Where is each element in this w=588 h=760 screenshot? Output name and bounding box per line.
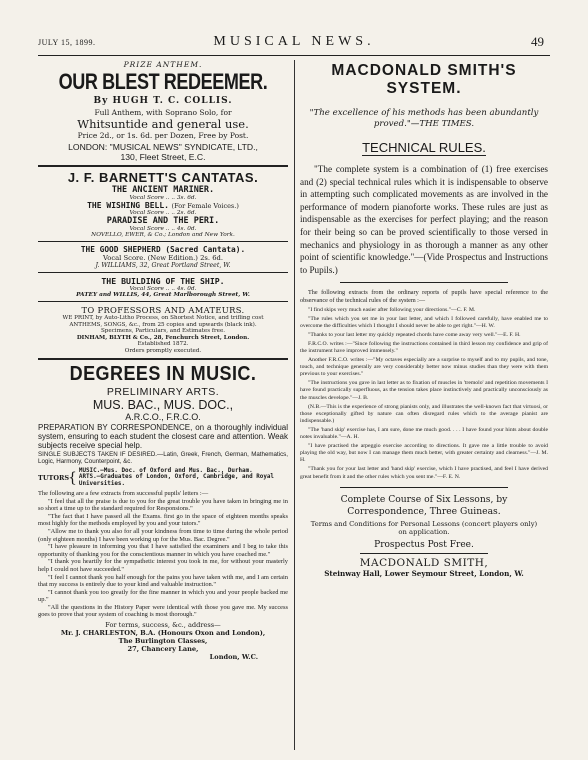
anthem-line1: Full Anthem, with Soprano Solo, for [94, 108, 232, 117]
rule [38, 272, 288, 273]
anthem-kicker: PRIZE ANTHEM. [123, 60, 203, 69]
extract-item: "The 'hand skip' exercise has, I am sure, done me much good. . . . I have found your hints about double notes invaluable."—A. H. [300, 426, 548, 441]
pupil-quote: "I feel that all the praise is due to you for the great trouble you have taken in bringing me in so short a time up to the standard required for Responsions." [38, 497, 288, 513]
rule [340, 282, 508, 283]
extract-item: "Thanks to your last letter my quickly repeated chords have come away very well."—E. F. H. [308, 331, 521, 338]
extract-item: Another F.R.C.O. writes :—"My octaves especially are a surprise to myself and to my pupils, and tone, touch, and technique generally are very considerably better now minus studies than they were with them previous to your exercises." [300, 357, 548, 378]
rule [38, 358, 288, 360]
barnett-ad [38, 170, 288, 238]
terms-line1: Terms and Conditions for Personal Lessons (concert players only) [310, 519, 538, 528]
issue-date: JULY 15, 1899. [38, 38, 96, 47]
extract-item: (N.B.—This is the experience of strong pianists only, and illustrates the well-known fact that virtuosi, or those exceptionally gifted by nature can often disregard rules which to the average pianist are indispensable.) [300, 403, 548, 424]
course-line1: Complete Course of Six Lessons, by [340, 493, 508, 505]
pupil-extracts [300, 307, 548, 481]
extracts-intro: The following extracts from the ordinary reports of pupils have special reference to the observance of the technical rules of the system :— [300, 289, 548, 304]
anthem-price: Price 2d., or 1s. 6d. per Dozen, Free by Post. [77, 131, 249, 140]
pupil-quote: "All the questions in the History Paper were identical with those you gave me. My success goes to prove that your system of coaching is most thorough." [38, 603, 288, 619]
extract-item: F.R.C.O. writes :—"Since following the instructions contained in third lesson my confidence and grip of the instrument have improved immensely." [300, 340, 548, 354]
macdonald-title-2: SYSTEM. [386, 80, 462, 97]
pupil-quote: "Allow me to thank you also for all your kindness from time to time during the whole period (only eighteen months) I have been working up for the Mus. Bac. Degree." [38, 527, 288, 543]
shepherd-title: THE GOOD SHEPHERD (Sacred Cantata). [80, 245, 246, 254]
macdonald-title: MACDONALD SMITH'S [331, 62, 517, 79]
tutor-music: MUSIC.—Mus. Doc. of Oxford and Mus. Bac., Durham. [78, 467, 253, 474]
barnett-item2: THE WISHING BELL. [87, 201, 169, 210]
technical-rules-body: "The complete system is a combination of (1) free exercises and (2) special technical rules which it is indispensable to observe in attempting such complicated movements as are involved in the performance of modern pianoforte works. These rules are just as indispensable as the exercises for perfect playing; and the reason for their being so can be proved scientifically to those versed in mechanics and physiology in as thorough a manner as any other point of scientific knowledge."—(Vide Prospectus and Instructions to Pupils.) [300, 164, 548, 275]
anthem-byline: By HUGH T. C. COLLIS. [93, 96, 233, 106]
degrees-terms: For terms, success, &c., address— [105, 621, 221, 630]
macdonald-name: MACDONALD SMITH, [359, 556, 489, 569]
right-column [300, 60, 548, 750]
extract-item: "I find skips very much easier after following your directions."—C. F. M. [308, 306, 476, 313]
ship-price: Vocal Score .. .. 4s. 0d. [129, 286, 197, 292]
column-divider [294, 60, 295, 750]
barnett-publisher: NOVELLO, EWER, & Co.; London and New York. [91, 232, 235, 238]
extract-item: "The instructions you gave in last letter as to fixation of muscles in 'tremolo' and repetition movements I have found practically superfluous, as the tension takes place instinctively and practically unconsciously as the muscles develope."—J. B. [300, 380, 548, 401]
barnett-item3-price: Vocal Score .. .. 4s. 0d. [129, 226, 197, 232]
degrees-address2: The Burlington Classes, [118, 637, 208, 646]
pupil-quote: "I thank you heartily for the sympathetic interest you took in me, for without your masterly help I could not have succeeded." [38, 558, 288, 573]
rule [38, 241, 288, 242]
ship-publisher: PATEY and WILLIS, 44, Great Marlborough Street, W. [76, 292, 250, 298]
page-number: 49 [531, 34, 544, 49]
rule [38, 165, 288, 167]
pupil-quote: "I have pleasure in informing you that I have satisfied the examiners and I beg to take this opportunity of thanking you for the conscientious manner in which you have coached me." [38, 543, 288, 558]
barnett-item1: THE ANCIENT MARINER. [111, 185, 215, 195]
professors-ad [38, 305, 288, 355]
professors-line5: Established 1872. [137, 341, 189, 348]
rule [340, 487, 508, 488]
tutors-brace: { [68, 469, 77, 486]
extract-item: "I have practised the arpeggio exercise according to directions. It gave me a little trouble to avoid playing the old way, but now I can manage them much better, with greater certainty and clearness."—J. M. H. [300, 443, 548, 464]
rule [38, 301, 288, 302]
degrees-ad [38, 363, 288, 662]
anthem-ad [38, 60, 288, 162]
degrees-sub: PRELIMINARY ARTS. [106, 385, 220, 398]
prospectus-line: Prospectus Post Free. [374, 539, 474, 550]
ship-title: THE BUILDING OF THE SHIP. [101, 276, 225, 286]
anthem-publisher-address: 130, Fleet Street, E.C. [120, 152, 206, 162]
professors-line3: Specimens, Particulars, and Estimates free. [100, 328, 226, 335]
degrees-address4: London, W.C. [209, 653, 258, 662]
barnett-item2-price: Vocal Score .. .. 2s. 6d. [129, 210, 197, 216]
degrees-extracts-intro: The following are a few extracts from successful pupils' letters :— [38, 489, 209, 497]
degrees-quals2: A.R.C.O., F.R.C.O. [125, 411, 201, 422]
times-quote: "The excellence of his methods has been abundantly proved."—THE TIMES. [309, 108, 539, 129]
degrees-prep: PREPARATION BY CORRESPONDENCE, on a thoroughly individual system, ensuring to each student the closest care and attention. Weak subjects receive special help. [38, 422, 288, 450]
shepherd-publisher: J. WILLIAMS, 32, Great Portland Street, W. [95, 262, 231, 269]
tutors-label: TUTORS [38, 473, 70, 482]
degrees-tutors [38, 468, 288, 488]
rule [360, 553, 488, 554]
professors-line6: Orders promptly executed. [124, 347, 202, 354]
barnett-item3: PARADISE AND THE PERI. [106, 216, 220, 226]
pupil-quote: "I cannot thank you too greatly for the fine manner in which you and your people backed me up." [38, 588, 288, 604]
macdonald-address: Steinway Hall, Lower Seymour Street, London, W. [324, 568, 524, 578]
ship-ad [38, 276, 288, 298]
degrees-address1: Mr. J. CHARLESTON, B.A. (Honours Oxon and London), [60, 629, 266, 638]
terms-line2: on application. [398, 528, 450, 537]
newspaper-page [38, 30, 550, 755]
degrees-quals: MUS. BAC., MUS. DOC., [92, 397, 234, 412]
professors-line4: DINHAM, BLYTH & Co., 28, Fenchurch Street, London. [76, 334, 250, 341]
professors-line1: WE PRINT, by Auto-Litho Process, on Shortest Notice, and trifling cost [62, 315, 264, 321]
left-column [38, 60, 288, 750]
masthead-title: MUSICAL NEWS. [213, 34, 375, 49]
anthem-line2: Whitsuntide and general use. [77, 117, 249, 131]
anthem-title: OUR BLEST REDEEMER. [58, 69, 268, 94]
shepherd-line: Vocal Score. (New Edition.) 2s. 6d. [102, 254, 224, 262]
pupil-quote: "The fact that I have passed all the Exams. first go in the space of eighteen months speaks most highly for the methods employed by you and your tutors." [38, 512, 288, 528]
professors-line2: ANTHEMS, SONGS, &c., from 25 copies and upwards (black ink). [69, 321, 257, 328]
professors-title: TO PROFESSORS AND AMATEURS. [81, 305, 245, 315]
course-line2: Correspondence, Three Guineas. [347, 505, 501, 517]
degrees-title: DEGREES IN MUSIC. [69, 362, 257, 385]
page-header [38, 30, 550, 56]
extract-item: "Thank you for your last letter and 'hand skip' exercise, which I have practised, and feel I have derived great benefit from it and the other rules which you sent me."—F. E. N. [300, 466, 548, 480]
anthem-publisher: LONDON: "MUSICAL NEWS" SYNDICATE, LTD., [68, 142, 258, 152]
barnett-item2-note: (For Female Voices.) [171, 202, 239, 210]
pupil-quote: "I feel I cannot thank you half enough for the pains you have taken with me, and I am certain that my success is entirely due to your kind and valuable instruction." [38, 573, 288, 589]
degrees-single: SINGLE SUBJECTS TAKEN IF DESIRED.—Latin, Greek, French, German, Mathematics, Logic, Harmony, Counterpoint, &c. [38, 451, 288, 466]
degrees-quotes [38, 498, 288, 620]
degrees-address3: 27, Chancery Lane, [127, 645, 199, 654]
tutor-arts: ARTS.—Graduates of London, Oxford, Cambridge, and Royal Universities. [78, 474, 274, 488]
barnett-title: J. F. BARNETT'S CANTATAS. [67, 170, 259, 185]
barnett-item1-price: Vocal Score .. .. 3s. 6d. [129, 195, 197, 201]
shepherd-ad [38, 245, 288, 269]
extract-item: "The rules which you set me in your last letter, and which I followed carefully, have enabled me to overcome the difficulties which I thought I should never be able to get right."—H. W. [300, 315, 548, 329]
technical-rules-title: TECHNICAL RULES. [362, 140, 486, 155]
